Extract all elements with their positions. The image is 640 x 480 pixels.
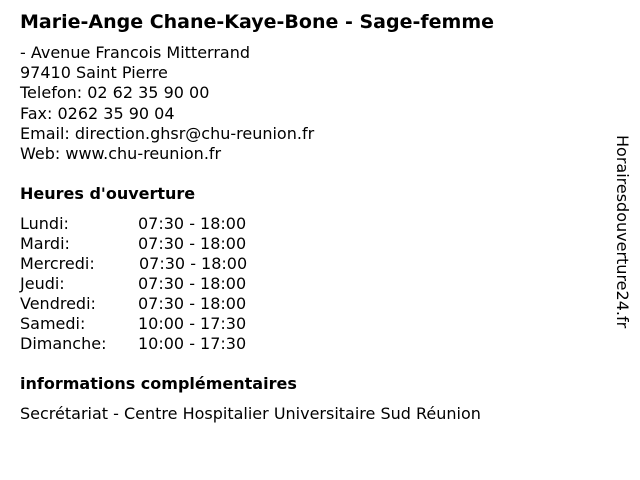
day-label: Mercredi: <box>20 254 95 273</box>
day-label: Vendredi: <box>20 294 96 313</box>
time-range: 10:00 - 17:30 <box>138 334 247 353</box>
day-label: Mardi: <box>20 234 70 253</box>
phone-line: Telefon: 02 62 35 90 00 <box>20 83 210 103</box>
additional-info-heading: informations complémentaires <box>20 374 297 393</box>
city-address: 97410 Saint Pierre <box>20 63 168 83</box>
time-range: 07:30 - 18:00 <box>138 294 247 313</box>
day-label: Lundi: <box>20 214 69 233</box>
day-label: Jeudi: <box>20 274 65 293</box>
site-watermark: Horairesdouverture24.fr <box>613 135 632 329</box>
time-range: 07:30 - 18:00 <box>138 274 247 293</box>
email-line: Email: direction.ghsr@chu-reunion.fr <box>20 123 315 143</box>
fax-line: Fax: 0262 35 90 04 <box>20 103 175 123</box>
web-line: Web: www.chu-reunion.fr <box>20 144 222 164</box>
day-label: Samedi: <box>20 314 86 333</box>
page-title: Marie-Ange Chane-Kaye-Bone - Sage-femme <box>20 11 494 33</box>
opening-hours-heading: Heures d'ouverture <box>20 184 196 203</box>
time-range: 10:00 - 17:30 <box>138 314 247 333</box>
address-block <box>20 43 314 164</box>
street-address: - Avenue Francois Mitterrand <box>20 43 251 62</box>
time-range: 07:30 - 18:00 <box>139 254 248 273</box>
additional-info-text: Secrétariat - Centre Hospitalier Universitaire Sud Réunion <box>20 404 481 423</box>
day-label: Dimanche: <box>20 334 107 353</box>
time-range: 07:30 - 18:00 <box>138 214 247 233</box>
time-range: 07:30 - 18:00 <box>138 234 247 253</box>
